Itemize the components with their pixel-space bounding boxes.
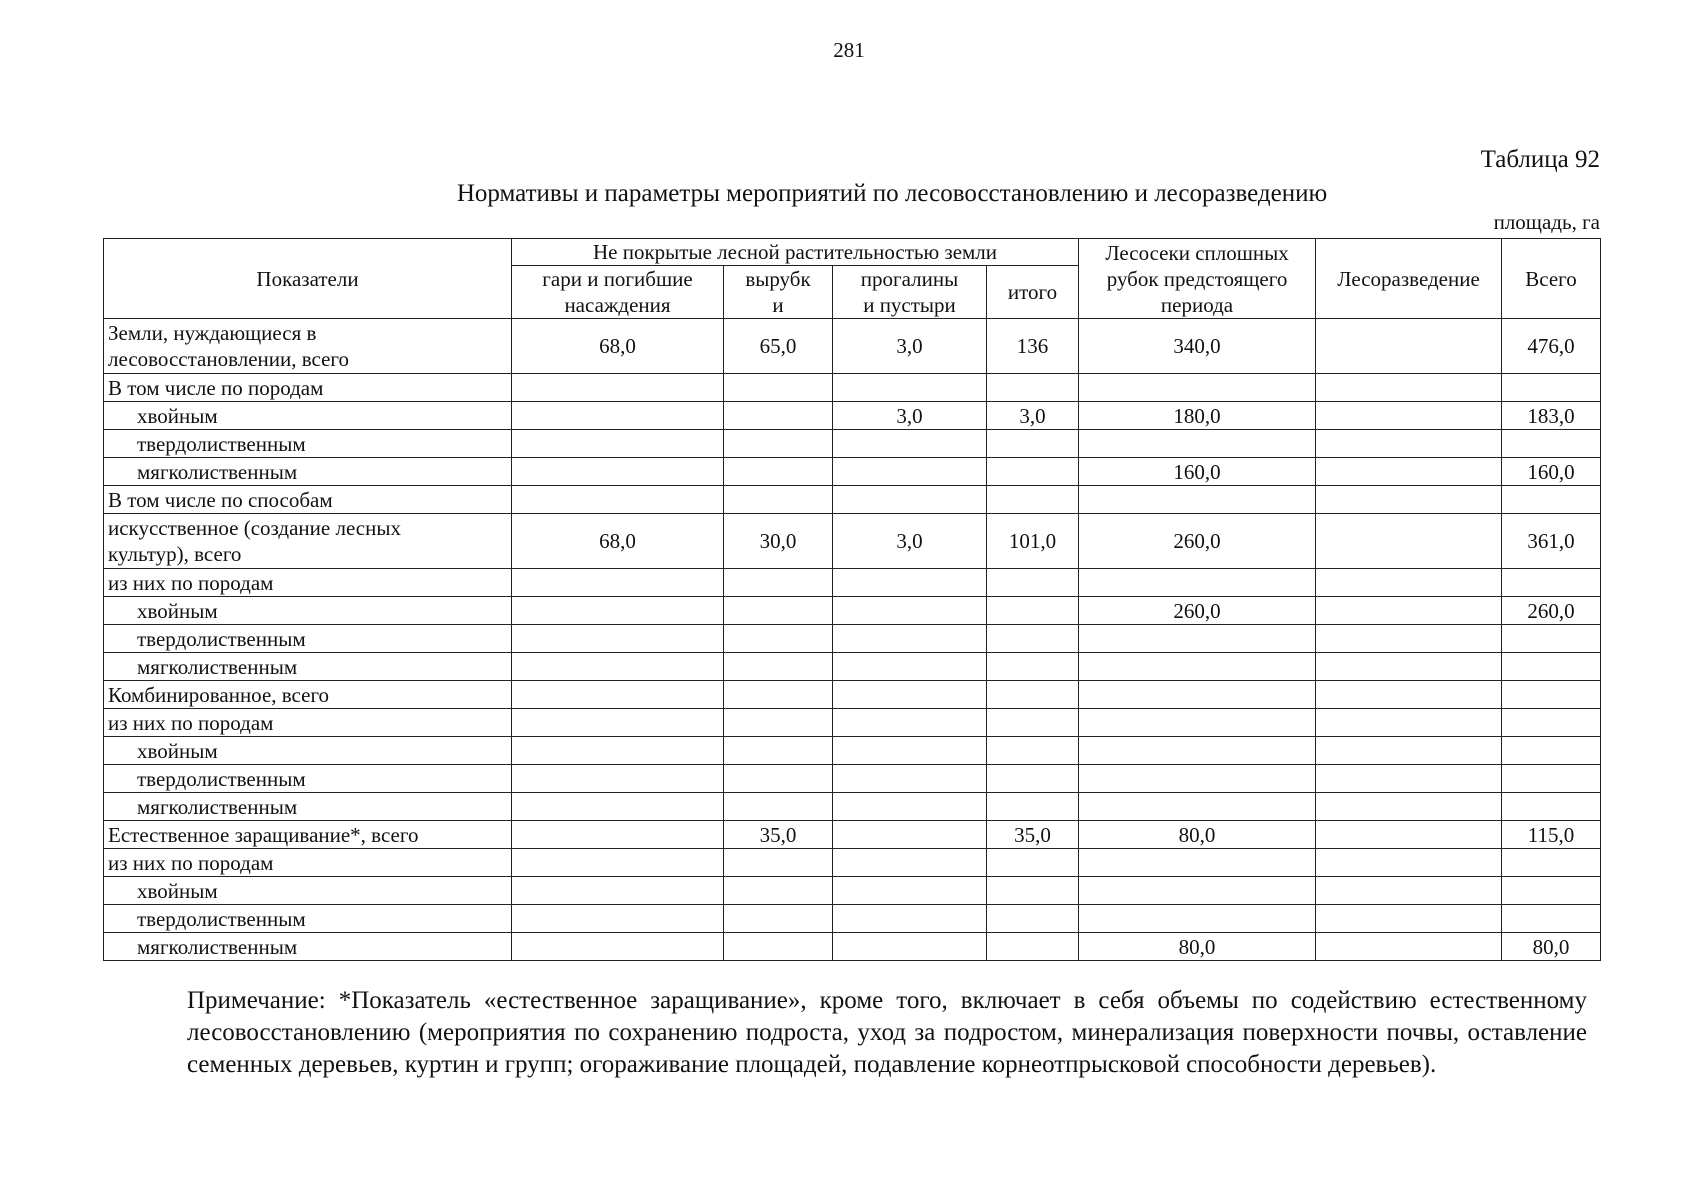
cell-total xyxy=(1502,877,1601,905)
cell-afforestation xyxy=(1316,821,1502,849)
cell-burned xyxy=(512,486,724,514)
row-label-line1: В том числе по способам xyxy=(108,487,333,512)
cell-total xyxy=(1502,625,1601,653)
cell-cutting: 260,0 xyxy=(1079,514,1316,569)
cell-burned xyxy=(512,430,724,458)
row-label xyxy=(104,597,512,625)
table-row xyxy=(104,458,1601,486)
cell-clearings xyxy=(724,430,833,458)
header-burned-line2: насаждения xyxy=(564,293,671,317)
cell-clearings: 65,0 xyxy=(724,319,833,374)
cell-afforestation xyxy=(1316,709,1502,737)
cell-glades: 3,0 xyxy=(833,402,987,430)
cell-subtotal xyxy=(987,625,1079,653)
header-non-covered-group: Не покрытые лесной растительностью земли xyxy=(512,239,1079,266)
row-label xyxy=(104,625,512,653)
cell-total xyxy=(1502,737,1601,765)
cell-glades xyxy=(833,793,987,821)
cell-clearings xyxy=(724,793,833,821)
row-label xyxy=(104,653,512,681)
row-label-line1: искусственное (создание лесных xyxy=(108,516,401,540)
table-row xyxy=(104,765,1601,793)
row-label-line1: Комбинированное, всего xyxy=(108,682,330,707)
row-label xyxy=(104,765,512,793)
cell-cutting: 340,0 xyxy=(1079,319,1316,374)
cell-cutting xyxy=(1079,681,1316,709)
cell-burned xyxy=(512,597,724,625)
cell-cutting xyxy=(1079,486,1316,514)
cell-total xyxy=(1502,793,1601,821)
table-row xyxy=(104,486,1601,514)
row-label xyxy=(104,737,512,765)
cell-glades xyxy=(833,933,987,961)
row-label xyxy=(104,569,512,597)
cell-cutting: 160,0 xyxy=(1079,458,1316,486)
cell-total: 160,0 xyxy=(1502,458,1601,486)
cell-glades: 3,0 xyxy=(833,319,987,374)
row-label-line1: мягколиственным xyxy=(137,934,298,959)
cell-total: 476,0 xyxy=(1502,319,1601,374)
header-total: Всего xyxy=(1502,239,1601,319)
cell-afforestation xyxy=(1316,402,1502,430)
cell-cutting xyxy=(1079,877,1316,905)
cell-afforestation xyxy=(1316,849,1502,877)
cell-afforestation xyxy=(1316,514,1502,569)
row-label-line1: твердолиственным xyxy=(137,431,306,456)
cell-burned xyxy=(512,653,724,681)
cell-glades xyxy=(833,681,987,709)
cell-subtotal xyxy=(987,430,1079,458)
row-label-line2: лесовосстановлении, всего xyxy=(108,347,350,371)
header-subtotal: итого xyxy=(987,266,1079,319)
cell-burned: 68,0 xyxy=(512,319,724,374)
cell-glades xyxy=(833,430,987,458)
cell-total xyxy=(1502,486,1601,514)
cell-cutting xyxy=(1079,569,1316,597)
header-clearings xyxy=(724,266,833,319)
row-label xyxy=(104,905,512,933)
cell-cutting xyxy=(1079,905,1316,933)
cell-afforestation xyxy=(1316,933,1502,961)
cell-burned xyxy=(512,933,724,961)
data-table xyxy=(103,238,1601,961)
cell-cutting: 180,0 xyxy=(1079,402,1316,430)
cell-clearings xyxy=(724,653,833,681)
header-burned-line1: гари и погибшие xyxy=(542,267,693,291)
cell-total xyxy=(1502,653,1601,681)
header-glades xyxy=(833,266,987,319)
row-label xyxy=(104,681,512,709)
cell-subtotal xyxy=(987,681,1079,709)
cell-afforestation xyxy=(1316,737,1502,765)
row-label-line1: мягколиственным xyxy=(137,459,298,484)
row-label-line1: Естественное заращивание*, всего xyxy=(108,822,419,847)
cell-total xyxy=(1502,569,1601,597)
page-number: 281 xyxy=(833,38,865,62)
header-cutting-line2: рубок предстоящего xyxy=(1106,266,1288,291)
cell-clearings xyxy=(724,933,833,961)
cell-cutting xyxy=(1079,430,1316,458)
cell-afforestation xyxy=(1316,653,1502,681)
cell-afforestation xyxy=(1316,681,1502,709)
cell-burned: 68,0 xyxy=(512,514,724,569)
cell-total: 260,0 xyxy=(1502,597,1601,625)
cell-clearings xyxy=(724,458,833,486)
cell-afforestation xyxy=(1316,430,1502,458)
row-label xyxy=(104,793,512,821)
cell-cutting xyxy=(1079,625,1316,653)
cell-cutting xyxy=(1079,653,1316,681)
cell-clearings xyxy=(724,597,833,625)
cell-cutting xyxy=(1079,737,1316,765)
cell-burned xyxy=(512,625,724,653)
cell-clearings xyxy=(724,849,833,877)
cell-glades xyxy=(833,849,987,877)
header-cutting-line3: периода xyxy=(1160,292,1234,317)
cell-burned xyxy=(512,681,724,709)
cell-afforestation xyxy=(1316,486,1502,514)
cell-glades xyxy=(833,374,987,402)
cell-glades xyxy=(833,821,987,849)
cell-glades xyxy=(833,569,987,597)
cell-clearings xyxy=(724,402,833,430)
row-label-line1: из них по породам xyxy=(108,570,274,595)
cell-total: 115,0 xyxy=(1502,821,1601,849)
cell-glades xyxy=(833,765,987,793)
table-row xyxy=(104,653,1601,681)
cell-subtotal xyxy=(987,597,1079,625)
cell-glades xyxy=(833,905,987,933)
cell-cutting xyxy=(1079,765,1316,793)
header-afforestation: Лесоразведение xyxy=(1316,239,1502,319)
cell-clearings xyxy=(724,681,833,709)
table-title: Нормативы и параметры мероприятий по лесовосстановлению и лесоразведению xyxy=(456,180,1328,207)
header-clearings-line2: и xyxy=(772,293,784,317)
row-label xyxy=(104,374,512,402)
table-row xyxy=(104,933,1601,961)
cell-glades xyxy=(833,653,987,681)
row-label xyxy=(104,486,512,514)
row-label-line1: В том числе по породам xyxy=(108,375,324,400)
cell-cutting xyxy=(1079,793,1316,821)
cell-afforestation xyxy=(1316,765,1502,793)
table-label: Таблица 92 xyxy=(1480,146,1600,173)
row-label-line1: мягколиственным xyxy=(137,654,298,679)
header-indicators: Показатели xyxy=(104,239,512,319)
cell-subtotal xyxy=(987,737,1079,765)
cell-glades: 3,0 xyxy=(833,514,987,569)
cell-total xyxy=(1502,681,1601,709)
table-row xyxy=(104,849,1601,877)
table-row xyxy=(104,709,1601,737)
cell-glades xyxy=(833,458,987,486)
row-label xyxy=(104,458,512,486)
row-label xyxy=(104,514,512,569)
units-label: площадь, га xyxy=(1493,210,1600,234)
header-cutting-line1: Лесосеки сплошных xyxy=(1105,240,1289,265)
cell-glades xyxy=(833,597,987,625)
row-label xyxy=(104,933,512,961)
cell-subtotal xyxy=(987,486,1079,514)
cell-burned xyxy=(512,793,724,821)
row-label-line1: хвойным xyxy=(137,598,218,623)
table-row xyxy=(104,319,1601,374)
header-glades-line1: прогалины xyxy=(860,267,959,291)
header-burned xyxy=(512,266,724,319)
row-label-line1: хвойным xyxy=(137,403,218,428)
footnote-text: Примечание: *Показатель «естественное заращивание», кроме того, включает в себя объемы по содействию естественному лесовосстановлению (мероприятия по сохранению подроста, уход за подростом, минерализация поверхности почвы, оставление семенных деревьев, куртин и групп; огораживание площадей, подавление корнеотпрысковой способности деревьев). xyxy=(187,987,1587,1078)
cell-burned xyxy=(512,877,724,905)
row-label-line1: хвойным xyxy=(137,738,218,763)
cell-burned xyxy=(512,737,724,765)
row-label xyxy=(104,877,512,905)
cell-total xyxy=(1502,765,1601,793)
cell-subtotal xyxy=(987,905,1079,933)
cell-subtotal xyxy=(987,569,1079,597)
cell-cutting: 80,0 xyxy=(1079,821,1316,849)
cell-glades xyxy=(833,486,987,514)
cell-subtotal xyxy=(987,849,1079,877)
table-row xyxy=(104,793,1601,821)
row-label-line2: культур), всего xyxy=(108,542,242,566)
cell-subtotal xyxy=(987,709,1079,737)
cell-clearings xyxy=(724,905,833,933)
table-row xyxy=(104,597,1601,625)
cell-subtotal xyxy=(987,793,1079,821)
cell-clearings xyxy=(724,625,833,653)
row-label xyxy=(104,319,512,374)
cell-cutting xyxy=(1079,374,1316,402)
row-label-line1: из них по породам xyxy=(108,850,274,875)
cell-cutting: 260,0 xyxy=(1079,597,1316,625)
cell-burned xyxy=(512,849,724,877)
cell-subtotal xyxy=(987,765,1079,793)
cell-afforestation xyxy=(1316,793,1502,821)
table-row xyxy=(104,821,1601,849)
cell-afforestation xyxy=(1316,597,1502,625)
cell-clearings xyxy=(724,486,833,514)
row-label xyxy=(104,709,512,737)
cell-burned xyxy=(512,458,724,486)
cell-subtotal: 3,0 xyxy=(987,402,1079,430)
table-row xyxy=(104,569,1601,597)
cell-afforestation xyxy=(1316,625,1502,653)
header-glades-line2: и пустыри xyxy=(863,293,956,317)
row-label xyxy=(104,821,512,849)
cell-afforestation xyxy=(1316,569,1502,597)
cell-subtotal: 35,0 xyxy=(987,821,1079,849)
cell-clearings xyxy=(724,709,833,737)
cell-clearings: 35,0 xyxy=(724,821,833,849)
cell-burned xyxy=(512,374,724,402)
cell-subtotal: 101,0 xyxy=(987,514,1079,569)
cell-glades xyxy=(833,625,987,653)
cell-cutting xyxy=(1079,849,1316,877)
cell-clearings xyxy=(724,569,833,597)
cell-subtotal xyxy=(987,877,1079,905)
cell-glades xyxy=(833,737,987,765)
table-header xyxy=(104,239,1601,319)
cell-clearings xyxy=(724,877,833,905)
cell-subtotal xyxy=(987,458,1079,486)
cell-burned xyxy=(512,402,724,430)
cell-clearings xyxy=(724,765,833,793)
cell-cutting xyxy=(1079,709,1316,737)
table-row xyxy=(104,514,1601,569)
cell-clearings xyxy=(724,737,833,765)
table-row xyxy=(104,681,1601,709)
cell-total: 80,0 xyxy=(1502,933,1601,961)
cell-burned xyxy=(512,765,724,793)
cell-total: 361,0 xyxy=(1502,514,1601,569)
cell-burned xyxy=(512,905,724,933)
header-clearings-line1: вырубк xyxy=(745,267,811,291)
cell-total xyxy=(1502,374,1601,402)
cell-afforestation xyxy=(1316,374,1502,402)
cell-total xyxy=(1502,430,1601,458)
cell-glades xyxy=(833,877,987,905)
row-label xyxy=(104,849,512,877)
row-label-line1: Земли, нуждающиеся в xyxy=(108,321,317,345)
row-label-line1: твердолиственным xyxy=(137,766,306,791)
row-label xyxy=(104,402,512,430)
cell-total: 183,0 xyxy=(1502,402,1601,430)
cell-subtotal xyxy=(987,653,1079,681)
row-label-line1: твердолиственным xyxy=(137,906,306,931)
table-row xyxy=(104,877,1601,905)
cell-burned xyxy=(512,569,724,597)
row-label-line1: твердолиственным xyxy=(137,626,306,651)
table-row xyxy=(104,402,1601,430)
row-label xyxy=(104,430,512,458)
cell-clearings: 30,0 xyxy=(724,514,833,569)
cell-burned xyxy=(512,821,724,849)
cell-glades xyxy=(833,709,987,737)
cell-afforestation xyxy=(1316,905,1502,933)
cell-afforestation xyxy=(1316,877,1502,905)
table-row xyxy=(104,430,1601,458)
cell-subtotal xyxy=(987,374,1079,402)
cell-afforestation xyxy=(1316,319,1502,374)
footnote xyxy=(115,985,1587,1081)
cell-total xyxy=(1502,905,1601,933)
table-row xyxy=(104,905,1601,933)
cell-subtotal: 136 xyxy=(987,319,1079,374)
row-label-line1: мягколиственным xyxy=(137,794,298,819)
cell-afforestation xyxy=(1316,458,1502,486)
row-label-line1: из них по породам xyxy=(108,710,274,735)
cell-burned xyxy=(512,709,724,737)
table-row xyxy=(104,737,1601,765)
cell-clearings xyxy=(724,374,833,402)
header-cutting-areas xyxy=(1079,239,1316,319)
table-body xyxy=(104,319,1601,961)
cell-cutting: 80,0 xyxy=(1079,933,1316,961)
row-label-line1: хвойным xyxy=(137,878,218,903)
cell-subtotal xyxy=(987,933,1079,961)
table-row xyxy=(104,374,1601,402)
table-row xyxy=(104,625,1601,653)
cell-total xyxy=(1502,709,1601,737)
cell-total xyxy=(1502,849,1601,877)
